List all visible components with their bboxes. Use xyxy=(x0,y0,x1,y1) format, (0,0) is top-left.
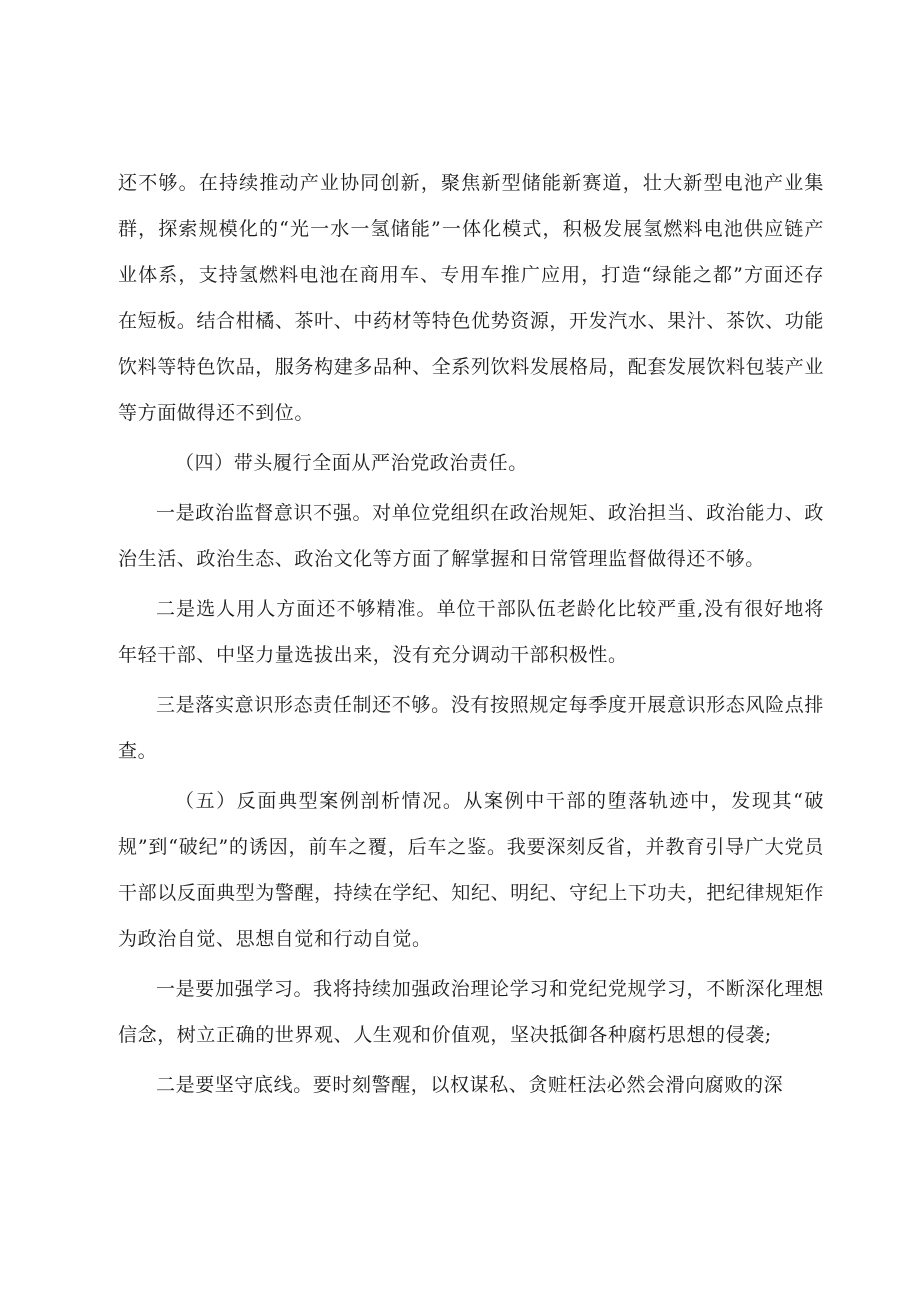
paragraph-continuation: 还不够。在持续推动产业协同创新，聚焦新型储能新赛道，壮大新型电池产业集群，探索规模化的“光一水一氢储能”一体化模式，积极发展氢燃料电池供应链产业体系，支持氢燃料电池在商用车、专用车推广应用，打造“绿能之都”方面还存在短板。结合柑橘、茶叶、中药材等特色优势资源，开发汽水、果汁、茶饮、功能饮料等特色饮品，服务构建多品种、全系列饮料发展格局，配套发展饮料包装产业等方面做得还不到位。 xyxy=(118,172,824,424)
section-heading-four: （四）带头履行全面从严治党政治责任。 xyxy=(175,452,528,474)
document-body xyxy=(118,160,824,1112)
paragraph-personnel-selection: 二是选人用人方面还不够精准。单位干部队伍老龄化比较严重,没有很好地将年轻干部、中坚力量选拔出来，没有充分调动干部积极性。 xyxy=(118,598,824,666)
paragraph-ideology-responsibility: 三是落实意识形态责任制还不够。没有按照规定每季度开展意识形态风险点排查。 xyxy=(118,694,824,762)
paragraph-political-supervision: 一是政治监督意识不强。对单位党组织在政治规矩、政治担当、政治能力、政治生活、政治生态、政治文化等方面了解掌握和日常管理监督做得还不够。 xyxy=(118,502,824,570)
paragraph-hold-bottom-line: 二是要坚守底线。要时刻警醒，以权谋私、贪赃枉法必然会滑向腐败的深 xyxy=(156,1074,784,1096)
paragraph-strengthen-study: 一是要加强学习。我将持续加强政治理论学习和党纪党规学习，不断深化理想信念，树立正确的世界观、人生观和价值观，坚决抵御各种腐朽思想的侵袭; xyxy=(118,978,824,1046)
section-heading-five: （五）反面典型案例剖析情况。从案例中干部的堕落轨迹中，发现其“破规”到“破纪”的诱因，前车之覆，后车之鉴。我要深刻反省，并教育引导广大党员干部以反面典型为警醒，持续在学纪、知纪、明纪、守纪上下功夫，把纪律规矩作为政治自觉、思想自觉和行动自觉。 xyxy=(118,790,824,950)
